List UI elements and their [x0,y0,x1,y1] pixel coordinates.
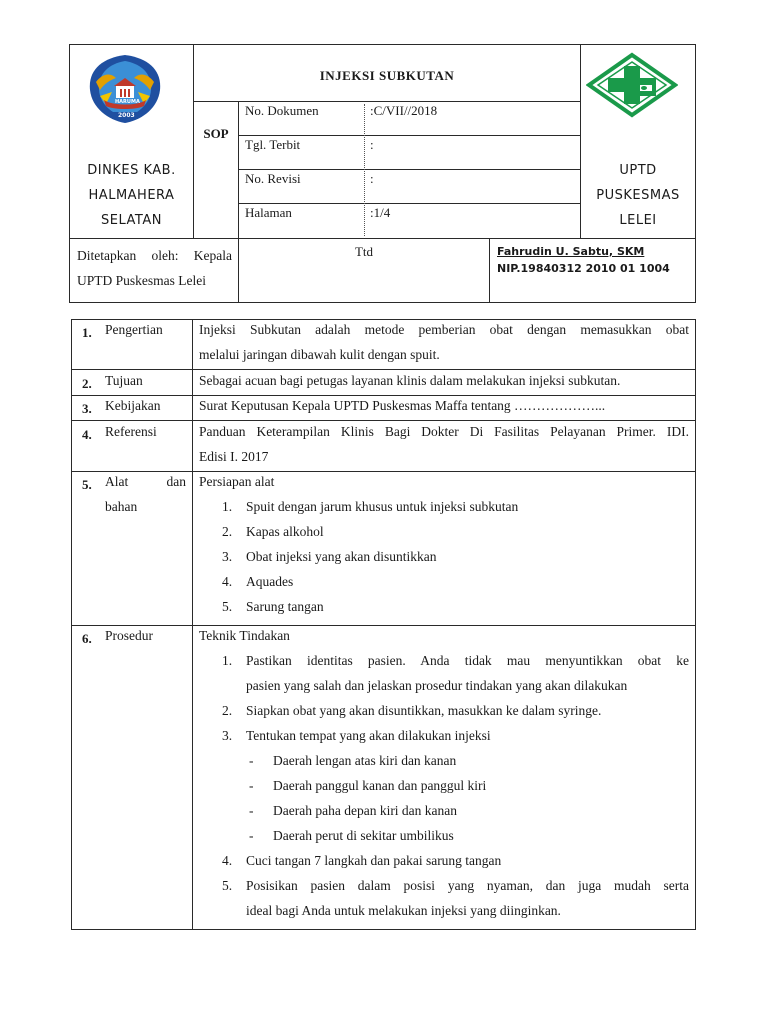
signature: Ttd [354,244,374,259]
puskesmas-logo-icon [586,52,678,118]
sub-list-item: - Daerah perut di sekitar umbilikus [249,828,454,843]
section-body-kebijakan: Surat Keputusan Kepala UPTD Puskesmas Maffa tentang ………………... [199,398,606,413]
section-title-alat: Alat dan bahan [105,474,186,514]
section-title-tujuan: Tujuan [105,373,143,388]
list-item: 2. Siapkan obat yang akan disuntikkan, masukkan ke dalam syringe. [222,703,602,718]
section-number: 5. [82,477,92,492]
list-item: 4. Aquades [222,574,294,589]
meta-label-no-revisi: No. Revisi [245,171,301,186]
section-number: 1. [82,325,92,340]
section-body-tujuan: Sebagai acuan bagi petugas layanan klinis dalam melakukan injeksi subkutan. [199,373,621,388]
sub-list-item: - Daerah lengan atas kiri dan kanan [249,753,457,768]
section-body-pengertian: Injeksi Subkutan adalah metode pemberian obat dengan memasukkan obat melalui jaringan dibawah kulit dengan spuit. [199,322,689,362]
section-title-prosedur: Prosedur [105,628,153,643]
approval-label: Ditetapkan oleh: Kepala UPTD Puskesmas Lelei [77,248,232,288]
section-number: 3. [82,401,92,416]
list-item: 4. Cuci tangan 7 langkah dan pakai sarung tangan [222,853,502,868]
emblem-banner-text: HARUMA [115,99,140,105]
list-item: 2. Kapas alkohol [222,524,324,539]
list-intro: Teknik Tindakan [199,628,290,643]
section-title-pengertian: Pengertian [105,322,163,337]
list-item: 3. Tentukan tempat yang akan dilakukan injeksi [222,728,491,743]
meta-label-tgl-terbit: Tgl. Terbit [245,137,301,152]
section-number: 4. [82,427,92,442]
section-body-alat [199,469,689,619]
list-intro: Persiapan alat [199,474,275,489]
meta-value-halaman: :1/4 [370,205,391,220]
section-title-kebijakan: Kebijakan [105,398,161,413]
regency-emblem-icon [82,52,168,126]
section-title-referensi: Referensi [105,424,157,439]
meta-label-halaman: Halaman [245,205,292,220]
signatory-nip: NIP.19840312 2010 01 1004 [497,262,670,275]
section-body-referensi: Panduan Keterampilan Klinis Bagi Dokter Di Fasilitas Pelayanan Primer. IDI. Edisi I. 2017 [199,424,689,464]
section-number: 2. [82,376,92,391]
sub-list-item: - Daerah paha depan kiri dan kanan [249,803,458,818]
sub-list-item: - Daerah panggul kanan dan panggul kiri [249,778,487,793]
document-title: INJEKSI SUBKUTAN [319,68,455,83]
sop-label: SOP [203,126,229,141]
list-item: 1. Spuit dengan jarum khusus untuk injeksi subkutan [222,499,519,514]
list-item: 5. Posisikan pasien dalam posisi yang nyaman, dan juga mudah serta ideal bagi Anda untuk melakukan injeksi yang diinginkan. [222,878,689,918]
list-item: 5. Sarung tangan [222,599,324,614]
section-body-prosedur [199,623,689,923]
list-item: 3. Obat injeksi yang akan disuntikkan [222,549,437,564]
meta-value-no-revisi: : [370,171,374,186]
emblem-year: 2003 [118,112,135,119]
meta-value-tgl-terbit: : [370,137,374,152]
list-item: 1. Pastikan identitas pasien. Anda tidak mau menyuntikkan obat ke pasien yang salah dan jelaskan prosedur tindakan yang akan dilakukan [222,653,689,693]
section-number: 6. [82,631,92,646]
meta-value-no-dokumen: :C/VII//2018 [370,103,438,118]
meta-label-no-dokumen: No. Dokumen [245,103,319,118]
signatory-name: Fahrudin U. Sabtu, SKM [497,245,645,258]
left-org-name: DINKES KAB. HALMAHERA SELATAN [87,163,176,228]
right-org-name: UPTD PUSKESMAS LELEI [596,163,680,228]
